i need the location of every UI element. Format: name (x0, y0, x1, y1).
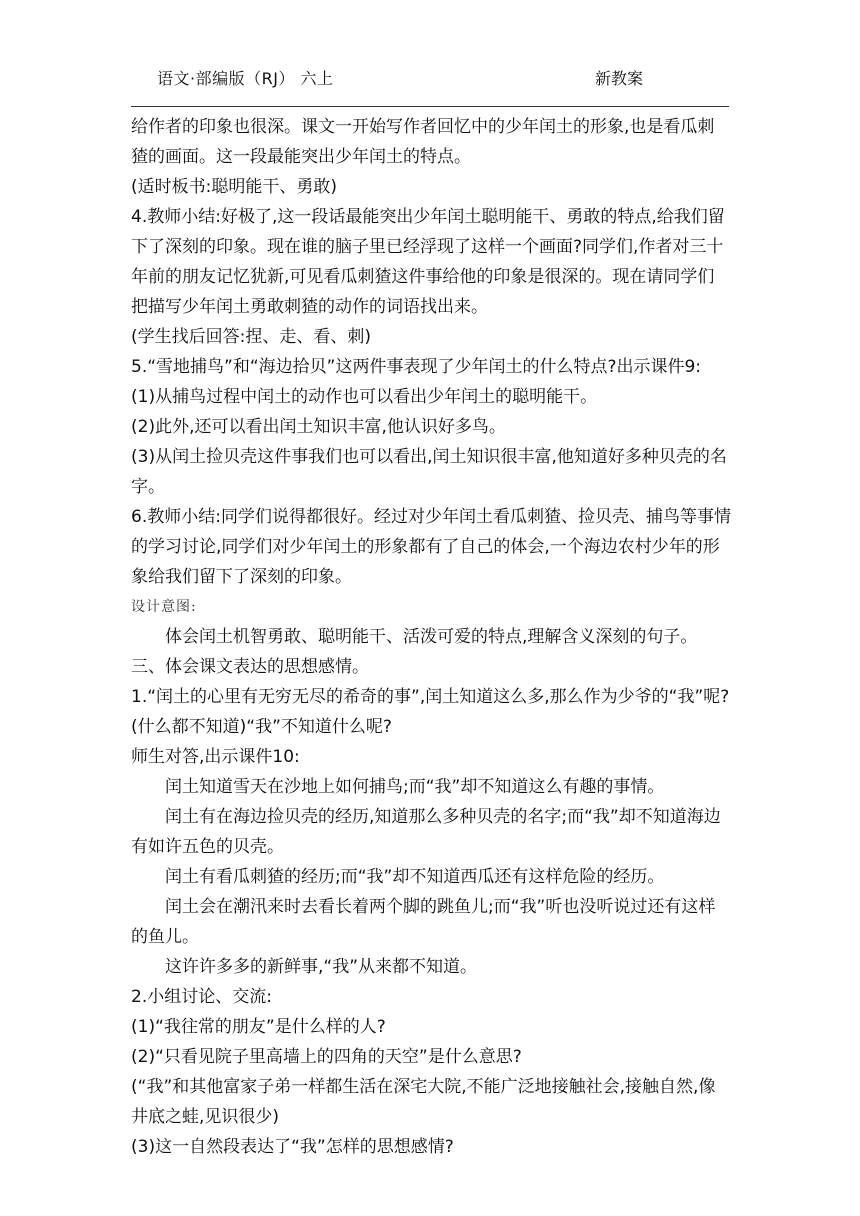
paragraph: 师生对答,出示课件10: (131, 747, 300, 767)
paragraph: 4.教师小结:好极了,这一段话最能突出少年闰土聪明能干、勇敢的特点,给我们留下了深刻的印象。现在谁的脑子里已经浮现了这样一个画面?同学们,作者对三十年前的朋友记忆犹新,可见看瓜刺猹这件事给他的印象是很深的。现在请同学们把描写少年闰土勇敢刺猹的动作的词语找出来。 (131, 207, 725, 317)
paragraph: 体会闰土机智勇敢、聪明能干、活泼可爱的特点,理解含义深刻的句子。 (165, 627, 698, 647)
paragraph: 闰土有看瓜刺猹的经历;而“我”却不知道西瓜还有这样危险的经历。 (165, 867, 665, 887)
paragraph: 5.“雪地捕鸟”和“海边拾贝”这两件事表现了少年闰土的什么特点?出示课件9: (131, 357, 702, 377)
paragraph: 闰土知道雪天在沙地上如何捕鸟;而“我”却不知道这么有趣的事情。 (165, 777, 665, 797)
paragraph: (1)从捕鸟过程中闰土的动作也可以看出少年闰土的聪明能干。 (131, 387, 598, 407)
paragraph: 6.教师小结:同学们说得都很好。经过对少年闰土看瓜刺猹、捡贝壳、捕鸟等事情的学习讨论,同学们对少年闰土的形象都有了自己的体会,一个海边农村少年的形象给我们留下了深刻的印象。 (131, 507, 731, 587)
paragraph: (1)“我往常的朋友”是什么样的人? (131, 1017, 386, 1037)
paragraph: 闰土会在潮汛来时去看长着两个脚的跳鱼儿;而“我”听也没听说过还有这样的鱼儿。 (131, 897, 716, 947)
paragraph: 闰土有在海边捡贝壳的经历,知道那么多种贝壳的名字;而“我”却不知道海边有如许五色的贝壳。 (131, 807, 721, 857)
paragraph: (2)此外,还可以看出闰土知识丰富,他认识好多鸟。 (131, 417, 506, 437)
paragraph: 给作者的印象也很深。课文一开始写作者回忆中的少年闰土的形象,也是看瓜刺猹的画面。这一段最能突出少年闰土的特点。 (131, 117, 715, 167)
paragraph: 1.“闰土的心里有无穷无尽的希奇的事”,闰土知道这么多,那么作为少爷的“我”呢?(什么都不知道)“我”不知道什么呢? (131, 687, 730, 737)
header-divider (131, 106, 729, 107)
paragraph: 这许许多多的新鲜事,“我”从来都不知道。 (165, 957, 478, 977)
paragraph: (3)从闰土捡贝壳这件事我们也可以看出,闰土知识很丰富,他知道好多种贝壳的名字。 (131, 447, 727, 497)
paragraph: (适时板书:聪明能干、勇敢) (131, 177, 337, 197)
design-intent-label: 设计意图: (131, 599, 197, 615)
header-title: 新教案 (595, 69, 644, 88)
paragraph: (2)“只看见院子里高墙上的四角的天空”是什么意思? (131, 1047, 522, 1067)
paragraph: 2.小组讨论、交流: (131, 987, 272, 1007)
paragraph: (“我”和其他富家子弟一样都生活在深宅大院,不能广泛地接触社会,接触自然,像井底之蛙,见识很少) (131, 1077, 716, 1127)
paragraph: (3)这一自然段表达了“我”怎样的思想感情? (131, 1137, 454, 1157)
document-body (131, 112, 731, 1162)
section-heading: 三、体会课文表达的思想感情。 (131, 657, 369, 677)
page-header (131, 64, 729, 104)
paragraph: (学生找后回答:捏、走、看、刺) (131, 327, 371, 347)
header-subject: 语文·部编版（RJ） 六上 (157, 69, 334, 88)
